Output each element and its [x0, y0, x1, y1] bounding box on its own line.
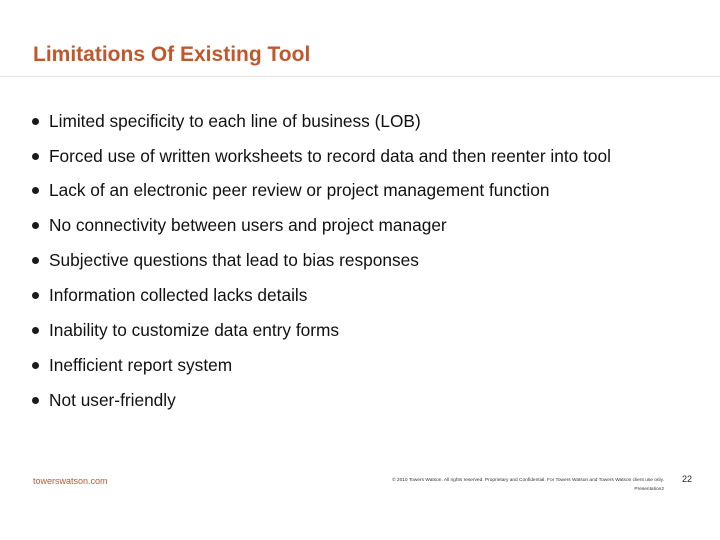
bullet-text: Inability to customize data entry forms [49, 320, 340, 340]
bullet-dot-icon [32, 362, 39, 369]
bullet-text: Lack of an electronic peer review or project management function [49, 180, 550, 200]
bullet-item [31, 109, 681, 133]
bullet-item [31, 144, 681, 168]
bullet-text: Inefficient report system [49, 355, 233, 375]
bullet-item [31, 283, 681, 307]
bullet-text: No connectivity between users and project manager [49, 215, 447, 235]
footer-legal-notice [244, 476, 664, 494]
legal-line: © 2010 Towers Watson. All rights reserved. Proprietary and Confidential. For Towers Watson and Towers Watson client use only. [392, 478, 664, 483]
legal-filename: Presentation2 [634, 487, 664, 492]
bullet-dot-icon [32, 153, 39, 160]
bullet-item [31, 388, 681, 412]
bullet-dot-icon [32, 187, 39, 194]
title-divider [0, 76, 720, 77]
bullet-dot-icon [32, 292, 39, 299]
slide-title: Limitations Of Existing Tool [33, 43, 311, 66]
bullet-dot-icon [32, 327, 39, 334]
bullet-text: Limited specificity to each line of business (LOB) [49, 111, 421, 131]
bullet-list [31, 109, 681, 423]
bullet-item [31, 178, 681, 202]
bullet-text: Forced use of written worksheets to record data and then reenter into tool [49, 146, 611, 166]
bullet-dot-icon [32, 222, 39, 229]
bullet-item [31, 318, 681, 342]
bullet-item [31, 213, 681, 237]
bullet-text: Subjective questions that lead to bias responses [49, 250, 419, 270]
bullet-text: Information collected lacks details [49, 285, 308, 305]
bullet-item [31, 248, 681, 272]
page-number: 22 [682, 474, 693, 484]
bullet-dot-icon [32, 397, 39, 404]
bullet-dot-icon [32, 257, 39, 264]
bullet-item [31, 353, 681, 377]
bullet-text: Not user-friendly [49, 390, 176, 410]
footer-brand-link[interactable]: towerswatson.com [33, 476, 108, 486]
bullet-dot-icon [32, 118, 39, 125]
